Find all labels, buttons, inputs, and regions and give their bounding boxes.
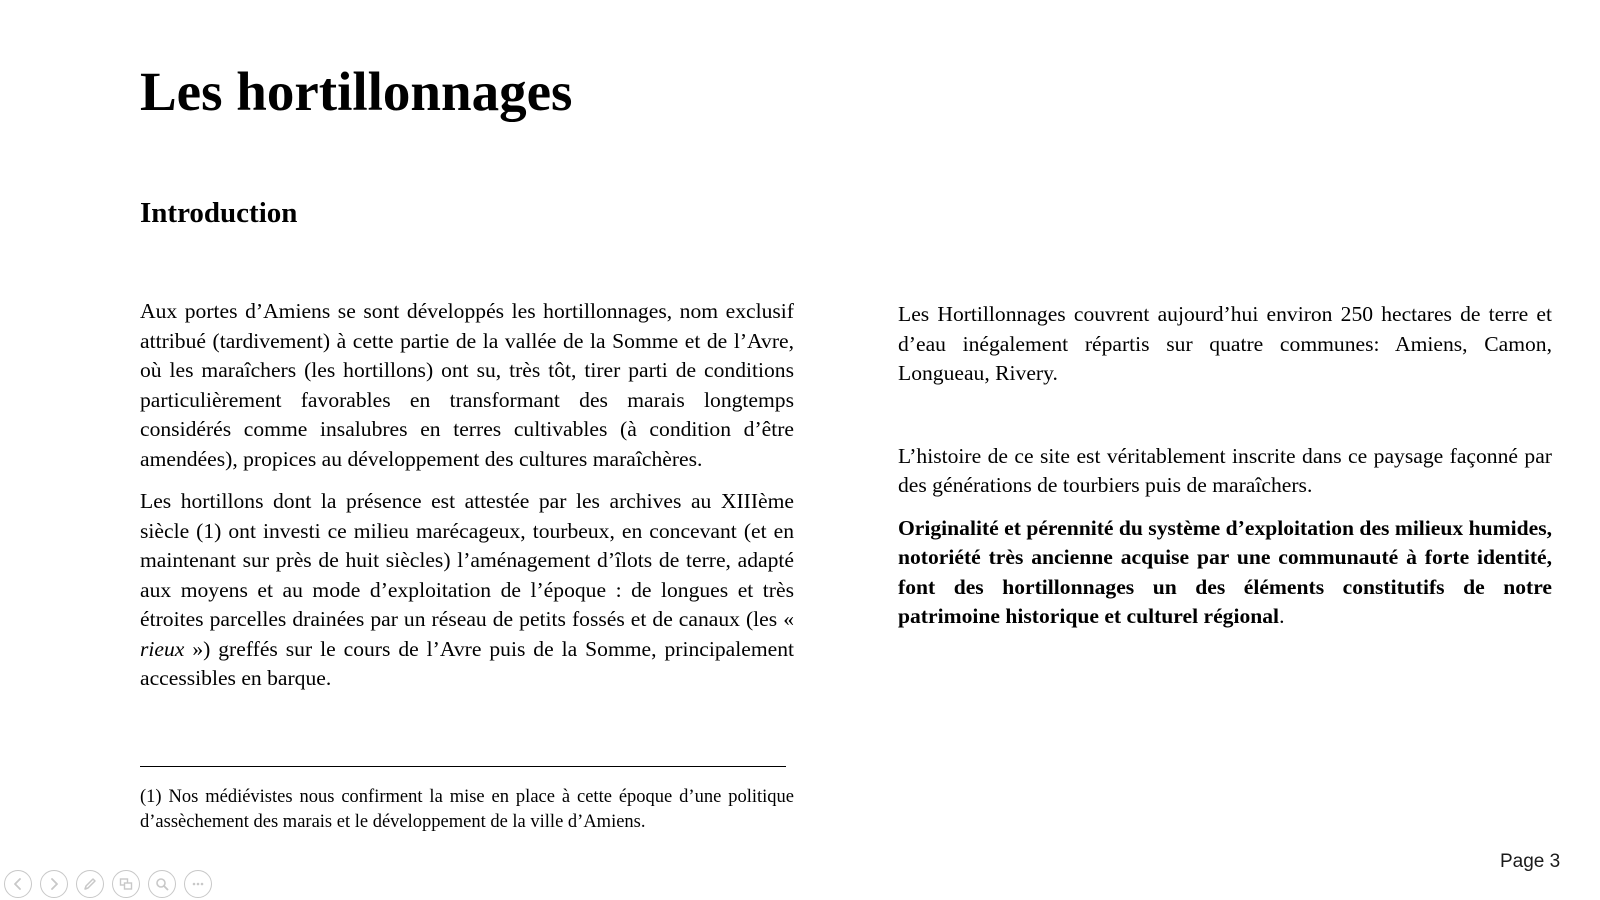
previous-icon — [11, 877, 25, 891]
right-paragraph-3-bold: Originalité et pérennité du système d’exploitation des milieux humides, notoriété très ancienne acquise par une communauté à forte identité, font des hortillonnages un des éléments constitutifs de notre patrimoine historique et culturel régional — [898, 515, 1553, 628]
right-paragraph-1: Les Hortillonnages couvrent aujourd’hui environ 250 hectares de terre et d’eau inégalement répartis sur quatre communes: Amiens, Camon, Longueau, Rivery. — [898, 302, 1552, 385]
slides-grid-icon — [118, 876, 134, 892]
page-number: Page 3 — [1500, 851, 1561, 872]
pen-icon — [82, 876, 98, 892]
footnote-separator — [140, 766, 786, 767]
left-paragraph-2-end: ») greffés sur le cours de l’Avre puis de la Somme, principalement accessibles en barque. — [140, 636, 794, 690]
left-paragraph-1: Aux portes d’Amiens se sont développés les hortillonnages, nom exclusif attribué (tardivement) à cette partie de la vallée de la Somme et de l’Avre, où les maraîchers (les hortillons) ont su, très tôt, tirer parti de conditions particulièrement favorables en transformant des marais longtemps considérés comme insalubres en terres cultivables (à condition d’être amendées), propices au développement des cultures maraîchères. — [140, 299, 794, 471]
pen-button[interactable] — [76, 870, 104, 898]
right-text-column — [898, 300, 1552, 632]
next-button[interactable] — [40, 870, 68, 898]
left-paragraph-2-start: Les hortillons dont la présence est attestée par les archives au XIIIème siècle (1) ont investi ce milieu marécageux, tourbeux, en concevant (et en maintenant sur près de huit siècles) l’aménagement d’îlots de terre, adapté aux moyens et au mode d’exploitation de l’époque : de longues et très étroites parcelles drainées par un réseau de petits fossés et de canaux (les « — [140, 489, 794, 631]
footnote: (1) Nos médiévistes nous confirment la mise en place à cette époque d’une politique d’assèchement des marais et le développement de la ville d’Amiens. — [140, 787, 794, 832]
slideshow-controls — [4, 870, 212, 898]
zoom-button[interactable] — [148, 870, 176, 898]
next-icon — [47, 877, 61, 891]
section-heading: Introduction — [140, 197, 298, 229]
right-paragraph-3 — [898, 514, 1552, 632]
slide-title: Les hortillonnages — [140, 61, 573, 122]
zoom-icon — [154, 876, 170, 892]
more-options-button[interactable] — [184, 870, 212, 898]
rieux-term: rieux — [140, 636, 185, 661]
more-options-icon — [190, 876, 206, 892]
right-paragraph-2: L’histoire de ce site est véritablement inscrite dans ce paysage façonné par des générations de tourbiers puis de maraîchers. — [898, 443, 1552, 497]
see-all-slides-button[interactable] — [112, 870, 140, 898]
right-paragraph-3-end: . — [1279, 604, 1285, 628]
previous-button[interactable] — [4, 870, 32, 898]
left-text-column — [140, 297, 794, 694]
left-paragraph-2 — [140, 487, 794, 694]
